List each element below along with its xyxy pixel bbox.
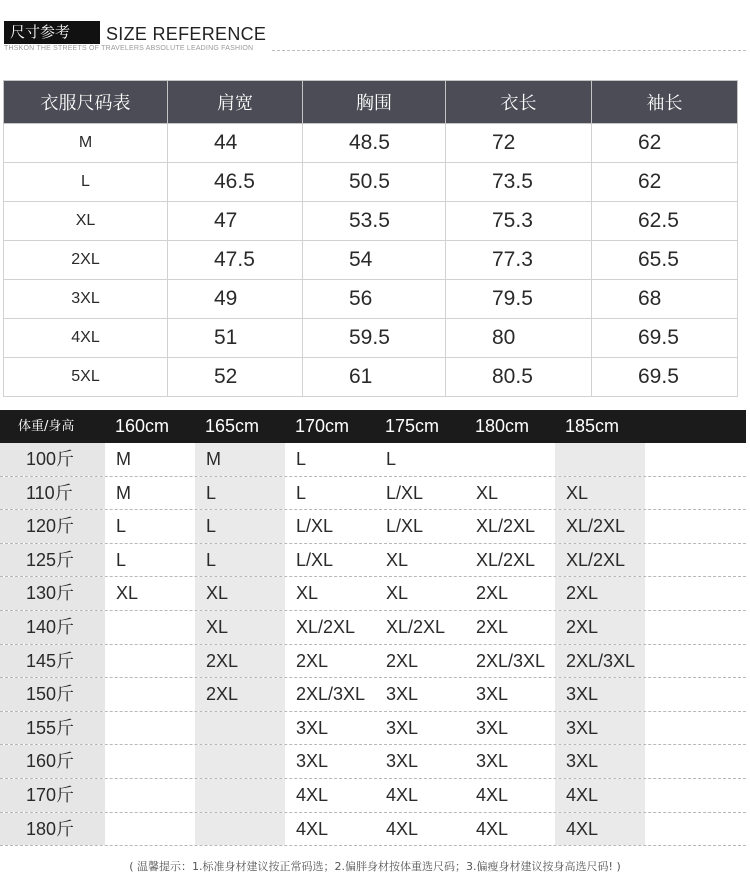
size-recommendation-cell [195,813,285,846]
measurement-cell: 47 [168,202,303,241]
size-recommendation-cell [195,779,285,812]
size-recommendation-cell: 2XL [555,577,645,610]
measurement-cell: 50.5 [303,163,446,202]
measurement-cell: 59.5 [303,319,446,358]
corner-label: 体重/身高 [18,419,75,434]
size-recommendation-cell: L [195,544,285,577]
header-divider [272,50,746,51]
size-recommendation-cell: M [195,443,285,476]
measurement-cell: 69.5 [592,319,738,358]
size-recommendation-cell: XL [195,577,285,610]
header-badge: 尺寸参考 [4,21,100,44]
size-recommendation-cell: 2XL/3XL [555,645,645,678]
size-recommendation-cell: XL [296,583,319,604]
measurement-cell: 48.5 [303,124,446,163]
size-recommendation-cell: XL/2XL [386,616,446,637]
weight-height-table [0,410,746,846]
size-recommendation-cell: 2XL [195,645,285,678]
size-recommendation-cell: XL [195,611,285,644]
weight-row [0,745,746,779]
size-recommendation-cell: XL [555,477,645,510]
height-header: 160cm [115,416,170,436]
size-chart-header-row [4,81,738,124]
height-header: 185cm [565,416,620,436]
size-label: 2XL [4,241,168,280]
size-recommendation-cell: 4XL [476,818,509,839]
height-header: 170cm [295,416,350,436]
weight-label: 140斤 [0,611,105,644]
size-recommendation-cell: 3XL [296,717,329,738]
measurement-cell: 56 [303,280,446,319]
size-recommendation-cell: 4XL [476,784,509,805]
measurement-cell: 68 [592,280,738,319]
size-recommendation-cell: M [116,449,131,469]
size-recommendation-cell: L [296,482,307,503]
size-label: 4XL [4,319,168,358]
size-recommendation-cell: L/XL [386,516,424,537]
weight-row [0,678,746,712]
header-subtitle: THSKON THE STREETS OF TRAVELERS ABSOLUTE LEADING FASHION [4,45,254,52]
size-recommendation-cell: XL/2XL [555,544,645,577]
size-row [4,358,738,397]
size-recommendation-cell [195,745,285,778]
weight-height-header-row [0,410,746,443]
size-recommendation-cell: XL [386,549,409,570]
measurement-cell: 80 [446,319,592,358]
size-recommendation-cell: 4XL [296,784,329,805]
size-recommendation-cell: 3XL [386,684,419,705]
size-recommendation-cell: L [116,549,127,570]
size-chart-table [3,80,738,397]
size-recommendation-cell [195,712,285,745]
size-recommendation-cell: 3XL [555,745,645,778]
weight-row [0,712,746,746]
size-recommendation-cell: L [195,510,285,543]
size-recommendation-cell: 3XL [476,684,509,705]
size-recommendation-cell: 2XL [296,650,329,671]
size-recommendation-cell [105,678,195,711]
weight-row [0,477,746,511]
size-row [4,319,738,358]
measurement-cell: 80.5 [446,358,592,397]
height-header: 165cm [205,416,260,436]
height-header: 175cm [385,416,440,436]
weight-label: 110斤 [0,477,105,510]
size-label: XL [4,202,168,241]
measurement-cell: 73.5 [446,163,592,202]
height-header: 180cm [475,416,530,436]
size-recommendation-cell: XL/2XL [555,510,645,543]
measurement-cell: 65.5 [592,241,738,280]
size-recommendation-cell: L/XL [296,516,334,537]
size-recommendation-cell: XL/2XL [476,549,536,570]
weight-row [0,611,746,645]
measurement-cell: 47.5 [168,241,303,280]
measurement-cell: 44 [168,124,303,163]
size-recommendation-cell: L/XL [296,549,334,570]
header-title: SIZE REFERENCE [106,24,267,44]
size-row [4,241,738,280]
weight-label: 100斤 [0,443,105,476]
column-header: 衣长 [446,81,592,124]
size-recommendation-cell: XL [386,583,409,604]
size-recommendation-cell: 2XL [195,678,285,711]
measurement-cell: 69.5 [592,358,738,397]
size-recommendation-cell: 2XL/3XL [296,684,366,705]
weight-row [0,577,746,611]
size-recommendation-cell: 4XL [296,818,329,839]
size-recommendation-cell: XL/2XL [476,516,536,537]
size-recommendation-cell: 2XL [386,650,419,671]
weight-label: 160斤 [0,745,105,778]
size-recommendation-cell: 2XL [476,616,509,637]
weight-label: 180斤 [0,813,105,846]
measurement-cell: 51 [168,319,303,358]
measurement-cell: 62 [592,124,738,163]
measurement-cell: 61 [303,358,446,397]
size-label: 5XL [4,358,168,397]
size-recommendation-cell: 3XL [555,712,645,745]
size-recommendation-cell [465,443,555,476]
weight-row [0,510,746,544]
size-recommendation-cell [105,745,195,778]
weight-label: 130斤 [0,577,105,610]
measurement-cell: 72 [446,124,592,163]
weight-row [0,544,746,578]
size-recommendation-cell [105,611,195,644]
size-recommendation-cell: 4XL [386,818,419,839]
column-header: 胸围 [303,81,446,124]
size-recommendation-cell: L [195,477,285,510]
size-recommendation-cell [105,712,195,745]
size-recommendation-cell: XL [116,583,139,604]
size-recommendation-cell: M [116,482,131,503]
size-recommendation-cell [105,645,195,678]
weight-row [0,779,746,813]
measurement-cell: 79.5 [446,280,592,319]
size-row [4,280,738,319]
weight-label: 155斤 [0,712,105,745]
size-recommendation-cell: L/XL [386,482,424,503]
weight-label: 150斤 [0,678,105,711]
measurement-cell: 62 [592,163,738,202]
size-recommendation-cell [105,813,195,846]
weight-label: 125斤 [0,544,105,577]
column-header: 衣服尺码表 [4,81,168,124]
size-recommendation-cell: XL [476,482,499,503]
size-recommendation-cell: 3XL [476,717,509,738]
size-recommendation-cell: 3XL [476,751,509,772]
size-recommendation-cell: L [296,449,307,469]
measurement-cell: 77.3 [446,241,592,280]
weight-row [0,813,746,847]
size-recommendation-cell: 3XL [555,678,645,711]
size-recommendation-cell: 2XL [476,583,509,604]
size-row [4,163,738,202]
measurement-cell: 52 [168,358,303,397]
size-recommendation-cell: 4XL [555,779,645,812]
weight-row [0,443,746,477]
size-recommendation-cell [555,443,645,476]
size-recommendation-cell: 3XL [386,751,419,772]
size-recommendation-cell: 2XL [555,611,645,644]
size-recommendation-cell: L [386,449,397,469]
size-label: L [4,163,168,202]
size-tip-note: ( 温馨提示：1.标准身材建议按正常码选；2.偏胖身材按体重选尺码；3.偏瘦身材建议按身高选尺码! ) [129,860,621,873]
measurement-cell: 53.5 [303,202,446,241]
weight-label: 120斤 [0,510,105,543]
size-recommendation-cell: XL/2XL [296,616,356,637]
measurement-cell: 46.5 [168,163,303,202]
size-recommendation-cell: 4XL [555,813,645,846]
size-recommendation-cell: L [116,516,127,537]
size-label: 3XL [4,280,168,319]
measurement-cell: 49 [168,280,303,319]
size-recommendation-cell: 3XL [296,751,329,772]
size-recommendation-cell: 2XL/3XL [476,650,546,671]
weight-row [0,645,746,679]
measurement-cell: 54 [303,241,446,280]
measurement-cell: 75.3 [446,202,592,241]
size-label: M [4,124,168,163]
size-recommendation-cell: 3XL [386,717,419,738]
column-header: 肩宽 [168,81,303,124]
size-recommendation-cell: 4XL [386,784,419,805]
section-header [0,0,750,60]
weight-label: 170斤 [0,779,105,812]
size-recommendation-cell [105,779,195,812]
size-row [4,124,738,163]
measurement-cell: 62.5 [592,202,738,241]
column-header: 袖长 [592,81,738,124]
weight-label: 145斤 [0,645,105,678]
size-row [4,202,738,241]
